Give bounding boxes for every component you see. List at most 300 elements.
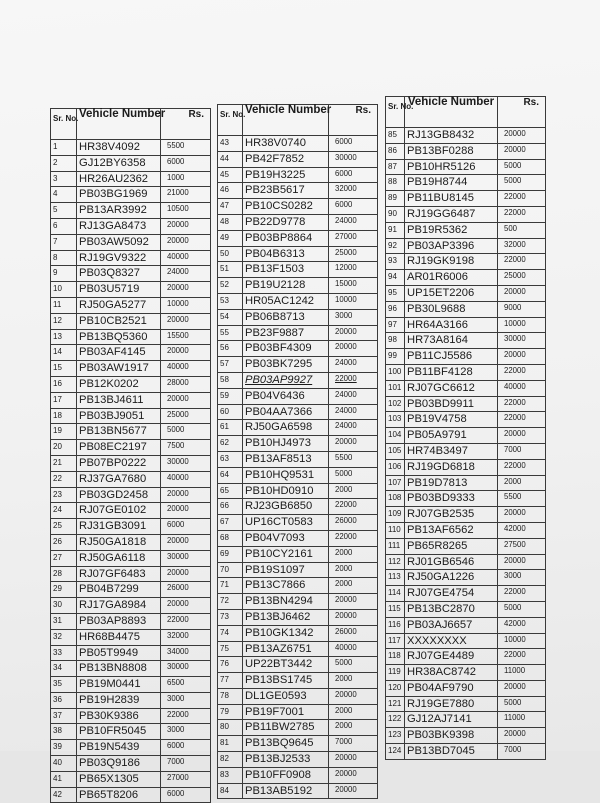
amount-cell: 11000 bbox=[498, 665, 546, 681]
amount-cell: 20000 bbox=[498, 554, 546, 570]
table-row bbox=[218, 341, 378, 357]
table-row bbox=[218, 625, 378, 641]
amount-cell: 5500 bbox=[161, 140, 211, 156]
sr-number-cell: 9 bbox=[51, 266, 77, 282]
vehicle-number-cell: PB07BP0222 bbox=[77, 455, 161, 471]
table-row bbox=[386, 459, 546, 475]
vehicle-number-cell: PB03AW5092 bbox=[77, 234, 161, 250]
amount-cell: 22000 bbox=[498, 459, 546, 475]
sr-number-cell: 74 bbox=[218, 625, 243, 641]
table-row bbox=[218, 752, 378, 768]
table-row bbox=[386, 554, 546, 570]
table-row bbox=[386, 317, 546, 333]
vehicle-number-cell: RJ19GK9198 bbox=[405, 254, 498, 270]
table-row bbox=[51, 787, 211, 803]
table-row bbox=[218, 151, 378, 167]
amount-cell: 15000 bbox=[329, 278, 378, 294]
vehicle-number-cell: PB03U5719 bbox=[77, 282, 161, 298]
sr-number-cell: 92 bbox=[386, 238, 405, 254]
amount-cell: 20000 bbox=[161, 345, 211, 361]
vehicle-number-cell: PB10FF0908 bbox=[243, 767, 329, 783]
table-row bbox=[51, 708, 211, 724]
sr-number-cell: 69 bbox=[218, 546, 243, 562]
table-row bbox=[51, 266, 211, 282]
sr-number-cell: 119 bbox=[386, 665, 405, 681]
amount-cell: 42000 bbox=[498, 522, 546, 538]
amount-cell: 20000 bbox=[498, 349, 546, 365]
vehicle-number-cell: AR01R6006 bbox=[405, 270, 498, 286]
table-row bbox=[51, 329, 211, 345]
vehicle-number-cell: HR64A3166 bbox=[405, 317, 498, 333]
sr-number-cell: 96 bbox=[386, 301, 405, 317]
vehicle-number-cell: PB10HR5126 bbox=[405, 159, 498, 175]
table-row bbox=[218, 515, 378, 531]
vehicle-number-cell: PB03AW1917 bbox=[77, 361, 161, 377]
table-row bbox=[51, 519, 211, 535]
vehicle-number-cell: UP16CT0583 bbox=[243, 515, 329, 531]
sr-number-cell: 94 bbox=[386, 270, 405, 286]
sr-number-cell: 54 bbox=[218, 309, 243, 325]
vehicle-number-cell: PB30L9688 bbox=[405, 301, 498, 317]
table-row bbox=[218, 546, 378, 562]
sr-number-cell: 105 bbox=[386, 443, 405, 459]
sr-number-cell: 120 bbox=[386, 680, 405, 696]
table-row bbox=[386, 333, 546, 349]
table-row bbox=[218, 530, 378, 546]
amount-cell: 20000 bbox=[161, 534, 211, 550]
amount-cell: 22000 bbox=[161, 708, 211, 724]
vehicle-number-cell: HR73A8164 bbox=[405, 333, 498, 349]
table-row bbox=[386, 238, 546, 254]
vehicle-number-cell: RJ50GA5277 bbox=[77, 297, 161, 313]
table-row bbox=[386, 285, 546, 301]
amount-cell: 2000 bbox=[329, 562, 378, 578]
table-row bbox=[386, 143, 546, 159]
vehicle-number-cell: PB23F9887 bbox=[243, 325, 329, 341]
amount-cell: 20000 bbox=[329, 609, 378, 625]
vehicle-number-cell: PB10FR5045 bbox=[77, 724, 161, 740]
rs-header: Rs. bbox=[161, 109, 211, 140]
amount-cell: 24000 bbox=[329, 388, 378, 404]
sr-number-cell: 121 bbox=[386, 696, 405, 712]
vehicle-number-cell: RJ07GB2535 bbox=[405, 507, 498, 523]
vehicle-number-cell: PB13BC2870 bbox=[405, 601, 498, 617]
amount-cell: 26000 bbox=[329, 515, 378, 531]
amount-cell: 20000 bbox=[161, 282, 211, 298]
vehicle-number-cell: RJ07GE4489 bbox=[405, 649, 498, 665]
vehicle-number-cell: HR38V0740 bbox=[243, 136, 329, 152]
sr-number-cell: 31 bbox=[51, 613, 77, 629]
table-row bbox=[386, 396, 546, 412]
sr-number-cell: 73 bbox=[218, 609, 243, 625]
sr-number-cell: 107 bbox=[386, 475, 405, 491]
amount-cell: 22000 bbox=[329, 499, 378, 515]
sr-no-header: Sr. No. bbox=[218, 105, 243, 136]
vehicle-number-cell: PB03BJ9051 bbox=[77, 408, 161, 424]
amount-cell: 30000 bbox=[161, 661, 211, 677]
table-row bbox=[51, 756, 211, 772]
amount-cell: 22000 bbox=[498, 206, 546, 222]
vehicle-number-cell: PB13AF6562 bbox=[405, 522, 498, 538]
vehicle-number-cell: PB05A9791 bbox=[405, 428, 498, 444]
amount-cell: 20000 bbox=[161, 487, 211, 503]
amount-cell: 40000 bbox=[161, 250, 211, 266]
amount-cell: 21000 bbox=[161, 187, 211, 203]
sr-number-cell: 48 bbox=[218, 214, 243, 230]
table-row bbox=[51, 313, 211, 329]
table-row bbox=[218, 688, 378, 704]
sr-number-cell: 98 bbox=[386, 333, 405, 349]
table-row bbox=[386, 507, 546, 523]
amount-cell: 6000 bbox=[161, 740, 211, 756]
sr-number-cell: 12 bbox=[51, 313, 77, 329]
sr-number-cell: 106 bbox=[386, 459, 405, 475]
sr-number-cell: 116 bbox=[386, 617, 405, 633]
vehicle-number-cell: HR05AC1242 bbox=[243, 293, 329, 309]
sr-number-cell: 100 bbox=[386, 364, 405, 380]
sr-number-cell: 27 bbox=[51, 550, 77, 566]
vehicle-number-cell: PB03BK7295 bbox=[243, 357, 329, 373]
table-row bbox=[386, 428, 546, 444]
vehicle-number-cell: PB11BF4128 bbox=[405, 364, 498, 380]
amount-cell: 6000 bbox=[329, 136, 378, 152]
table-row bbox=[51, 582, 211, 598]
table-body bbox=[51, 140, 211, 803]
sr-number-cell: 64 bbox=[218, 467, 243, 483]
table-row bbox=[51, 282, 211, 298]
amount-cell: 10000 bbox=[161, 297, 211, 313]
vehicle-number-cell: RJ19GG6487 bbox=[405, 206, 498, 222]
amount-cell: 24000 bbox=[329, 214, 378, 230]
amount-cell: 32000 bbox=[329, 183, 378, 199]
amount-cell: 5000 bbox=[498, 601, 546, 617]
table-row bbox=[51, 629, 211, 645]
vehicle-number-cell: PB03BD9911 bbox=[405, 396, 498, 412]
table-row bbox=[51, 297, 211, 313]
table-row bbox=[51, 345, 211, 361]
sr-number-cell: 44 bbox=[218, 151, 243, 167]
amount-cell: 27000 bbox=[329, 230, 378, 246]
table-row bbox=[218, 136, 378, 152]
amount-cell: 20000 bbox=[329, 325, 378, 341]
amount-cell: 2000 bbox=[329, 483, 378, 499]
amount-cell: 3000 bbox=[161, 724, 211, 740]
table-row bbox=[218, 246, 378, 262]
amount-cell: 10000 bbox=[498, 633, 546, 649]
vehicle-table-2 bbox=[217, 104, 378, 799]
vehicle-number-cell: PB08EC2197 bbox=[77, 440, 161, 456]
table-row bbox=[218, 578, 378, 594]
sr-number-cell: 72 bbox=[218, 594, 243, 610]
table-row bbox=[51, 613, 211, 629]
vehicle-number-cell: PB04AF9790 bbox=[405, 680, 498, 696]
sr-number-cell: 33 bbox=[51, 645, 77, 661]
sr-number-cell: 57 bbox=[218, 357, 243, 373]
table-row bbox=[51, 550, 211, 566]
sr-number-cell: 68 bbox=[218, 530, 243, 546]
vehicle-number-cell: HR38AC8742 bbox=[405, 665, 498, 681]
amount-cell: 22000 bbox=[498, 191, 546, 207]
sr-number-cell: 103 bbox=[386, 412, 405, 428]
amount-cell: 5000 bbox=[329, 657, 378, 673]
sr-number-cell: 88 bbox=[386, 175, 405, 191]
amount-cell: 24000 bbox=[161, 266, 211, 282]
amount-cell: 5000 bbox=[498, 175, 546, 191]
amount-cell: 40000 bbox=[161, 471, 211, 487]
vehicle-number-cell: RJ13GB8432 bbox=[405, 128, 498, 144]
table-row bbox=[51, 724, 211, 740]
sr-number-cell: 90 bbox=[386, 206, 405, 222]
amount-cell: 24000 bbox=[329, 357, 378, 373]
sr-number-cell: 14 bbox=[51, 345, 77, 361]
vehicle-number-cell: RJ23GB6850 bbox=[243, 499, 329, 515]
sr-number-cell: 56 bbox=[218, 341, 243, 357]
amount-cell: 5500 bbox=[498, 491, 546, 507]
sr-number-cell: 37 bbox=[51, 708, 77, 724]
sr-number-cell: 30 bbox=[51, 598, 77, 614]
vehicle-number-cell: PB65X1305 bbox=[77, 771, 161, 787]
vehicle-number-cell: PB13AB5192 bbox=[243, 783, 329, 799]
amount-cell: 500 bbox=[498, 222, 546, 238]
table-row bbox=[218, 167, 378, 183]
amount-cell: 12000 bbox=[329, 262, 378, 278]
sr-number-cell: 21 bbox=[51, 455, 77, 471]
sr-number-cell: 86 bbox=[386, 143, 405, 159]
table-row bbox=[51, 361, 211, 377]
table-row bbox=[386, 175, 546, 191]
vehicle-number-cell: RJ07GE0102 bbox=[77, 503, 161, 519]
sr-number-cell: 63 bbox=[218, 451, 243, 467]
table-row bbox=[218, 704, 378, 720]
amount-cell: 6500 bbox=[161, 677, 211, 693]
amount-cell: 22000 bbox=[498, 254, 546, 270]
table-row bbox=[386, 601, 546, 617]
sr-number-cell: 3 bbox=[51, 171, 77, 187]
sr-number-cell: 85 bbox=[386, 128, 405, 144]
amount-cell: 20000 bbox=[498, 285, 546, 301]
amount-cell: 28000 bbox=[161, 376, 211, 392]
amount-cell: 2000 bbox=[329, 673, 378, 689]
vehicle-number-cell: GJ12AJ7141 bbox=[405, 712, 498, 728]
sr-number-cell: 70 bbox=[218, 562, 243, 578]
vehicle-table-3 bbox=[385, 96, 546, 760]
sr-number-cell: 91 bbox=[386, 222, 405, 238]
amount-cell: 27000 bbox=[161, 771, 211, 787]
amount-cell: 22000 bbox=[498, 396, 546, 412]
table-row bbox=[218, 483, 378, 499]
table-row bbox=[51, 661, 211, 677]
sr-number-cell: 46 bbox=[218, 183, 243, 199]
sr-number-cell: 52 bbox=[218, 278, 243, 294]
vehicle-number-cell: PB03Q8327 bbox=[77, 266, 161, 282]
vehicle-number-cell: PB03AJ6657 bbox=[405, 617, 498, 633]
table-row bbox=[386, 159, 546, 175]
table-row bbox=[218, 562, 378, 578]
amount-cell: 20000 bbox=[161, 234, 211, 250]
sr-number-cell: 11 bbox=[51, 297, 77, 313]
vehicle-number-cell: PB11BW2785 bbox=[243, 720, 329, 736]
table-row bbox=[386, 191, 546, 207]
table-row bbox=[218, 767, 378, 783]
table-row bbox=[386, 254, 546, 270]
rs-header: Rs. bbox=[329, 105, 378, 136]
amount-cell: 20000 bbox=[161, 503, 211, 519]
vehicle-number-cell: RJ50GA1818 bbox=[77, 534, 161, 550]
amount-cell: 6000 bbox=[161, 155, 211, 171]
vehicle-number-cell: PB13BJ2533 bbox=[243, 752, 329, 768]
table-row bbox=[218, 420, 378, 436]
vehicle-number-cell: PB23B5617 bbox=[243, 183, 329, 199]
sr-number-cell: 29 bbox=[51, 582, 77, 598]
amount-cell: 2000 bbox=[329, 704, 378, 720]
amount-cell: 27500 bbox=[498, 538, 546, 554]
sr-no-header: Sr. No. bbox=[51, 109, 77, 140]
table-row bbox=[386, 475, 546, 491]
amount-cell: 22000 bbox=[498, 649, 546, 665]
vehicle-number-cell: RJ13GA8473 bbox=[77, 218, 161, 234]
vehicle-number-cell: PB65R8265 bbox=[405, 538, 498, 554]
sr-number-cell: 49 bbox=[218, 230, 243, 246]
table-row bbox=[51, 408, 211, 424]
vehicle-number-cell: PB10GK1342 bbox=[243, 625, 329, 641]
amount-cell: 30000 bbox=[498, 333, 546, 349]
vehicle-number-cell: PB19M0441 bbox=[77, 677, 161, 693]
vehicle-number-cell: PB13BQ9645 bbox=[243, 736, 329, 752]
vehicle-number-cell: RJ31GB3091 bbox=[77, 519, 161, 535]
sr-number-cell: 43 bbox=[218, 136, 243, 152]
table-row bbox=[51, 218, 211, 234]
table-row bbox=[386, 364, 546, 380]
amount-cell: 20000 bbox=[498, 507, 546, 523]
sr-number-cell: 32 bbox=[51, 629, 77, 645]
table-row bbox=[218, 641, 378, 657]
vehicle-number-cell: GJ12BY6358 bbox=[77, 155, 161, 171]
vehicle-number-cell: PB03AP3396 bbox=[405, 238, 498, 254]
sr-number-cell: 45 bbox=[218, 167, 243, 183]
table-row bbox=[218, 467, 378, 483]
vehicle-number-cell: PB65T8206 bbox=[77, 787, 161, 803]
sr-number-cell: 25 bbox=[51, 519, 77, 535]
sr-number-cell: 78 bbox=[218, 688, 243, 704]
table-row bbox=[51, 771, 211, 787]
sr-number-cell: 35 bbox=[51, 677, 77, 693]
sr-number-cell: 65 bbox=[218, 483, 243, 499]
table-row bbox=[218, 183, 378, 199]
vehicle-number-cell: PB03BF4309 bbox=[243, 341, 329, 357]
sr-number-cell: 8 bbox=[51, 250, 77, 266]
vehicle-number-cell: PB13BJ4611 bbox=[77, 392, 161, 408]
table-row bbox=[218, 736, 378, 752]
amount-cell: 11000 bbox=[498, 712, 546, 728]
table-row bbox=[218, 436, 378, 452]
amount-cell: 30000 bbox=[161, 455, 211, 471]
table-row bbox=[51, 692, 211, 708]
table-row bbox=[386, 586, 546, 602]
table-row bbox=[51, 534, 211, 550]
amount-cell: 25000 bbox=[498, 270, 546, 286]
amount-cell: 20000 bbox=[329, 783, 378, 799]
sr-number-cell: 93 bbox=[386, 254, 405, 270]
vehicle-number-cell: PB13BF0288 bbox=[405, 143, 498, 159]
sr-number-cell: 38 bbox=[51, 724, 77, 740]
sr-number-cell: 99 bbox=[386, 349, 405, 365]
amount-cell: 7000 bbox=[498, 744, 546, 760]
amount-cell: 2000 bbox=[329, 546, 378, 562]
table-row bbox=[51, 455, 211, 471]
amount-cell: 20000 bbox=[329, 688, 378, 704]
amount-cell: 1000 bbox=[161, 171, 211, 187]
sr-number-cell: 115 bbox=[386, 601, 405, 617]
table-row bbox=[218, 199, 378, 215]
table-row bbox=[51, 155, 211, 171]
amount-cell: 20000 bbox=[161, 566, 211, 582]
vehicle-number-header: Vehicle Number bbox=[243, 105, 329, 136]
amount-cell: 22000 bbox=[498, 586, 546, 602]
amount-cell: 20000 bbox=[498, 128, 546, 144]
vehicle-number-cell: PB04B6313 bbox=[243, 246, 329, 262]
vehicle-number-cell: PB13AZ6751 bbox=[243, 641, 329, 657]
amount-cell: 24000 bbox=[329, 420, 378, 436]
amount-cell: 20000 bbox=[329, 752, 378, 768]
vehicle-number-cell: PB11BU8145 bbox=[405, 191, 498, 207]
vehicle-number-cell: PB13F1503 bbox=[243, 262, 329, 278]
amount-cell: 20000 bbox=[498, 680, 546, 696]
amount-cell: 6000 bbox=[161, 787, 211, 803]
sr-number-cell: 55 bbox=[218, 325, 243, 341]
table-row bbox=[51, 392, 211, 408]
amount-cell: 20000 bbox=[498, 428, 546, 444]
amount-cell: 30000 bbox=[329, 151, 378, 167]
vehicle-number-cell: PB10CB2521 bbox=[77, 313, 161, 329]
vehicle-number-header: Vehicle Number bbox=[77, 109, 161, 140]
amount-cell: 6000 bbox=[329, 167, 378, 183]
table-row bbox=[386, 491, 546, 507]
sr-number-cell: 34 bbox=[51, 661, 77, 677]
amount-cell: 5000 bbox=[498, 696, 546, 712]
table-row bbox=[51, 234, 211, 250]
table-row bbox=[386, 570, 546, 586]
vehicle-number-cell: PB03BK9398 bbox=[405, 728, 498, 744]
vehicle-number-cell: UP15ET2206 bbox=[405, 285, 498, 301]
vehicle-number-cell: PB13BN4294 bbox=[243, 594, 329, 610]
amount-cell: 20000 bbox=[329, 767, 378, 783]
table-row bbox=[386, 443, 546, 459]
vehicle-number-cell: PB13BN5677 bbox=[77, 424, 161, 440]
vehicle-number-cell: PB04AA7366 bbox=[243, 404, 329, 420]
amount-cell: 42000 bbox=[498, 617, 546, 633]
vehicle-number-cell: RJ17GA8984 bbox=[77, 598, 161, 614]
amount-cell: 24000 bbox=[329, 404, 378, 420]
vehicle-number-cell: PB30K9386 bbox=[77, 708, 161, 724]
sr-number-cell: 40 bbox=[51, 756, 77, 772]
vehicle-number-cell: PB05T9949 bbox=[77, 645, 161, 661]
sr-number-cell: 95 bbox=[386, 285, 405, 301]
vehicle-number-cell: PB03AP8893 bbox=[77, 613, 161, 629]
sr-number-cell: 53 bbox=[218, 293, 243, 309]
table-row bbox=[386, 665, 546, 681]
sr-number-cell: 76 bbox=[218, 657, 243, 673]
table-row bbox=[51, 203, 211, 219]
vehicle-number-cell: PB19F7001 bbox=[243, 704, 329, 720]
table-row bbox=[386, 222, 546, 238]
amount-cell: 20000 bbox=[329, 594, 378, 610]
sr-number-cell: 89 bbox=[386, 191, 405, 207]
vehicle-number-cell: PB04V6436 bbox=[243, 388, 329, 404]
amount-cell: 7000 bbox=[329, 736, 378, 752]
vehicle-number-cell: PB10CY2161 bbox=[243, 546, 329, 562]
vehicle-number-cell: PB03AF4145 bbox=[77, 345, 161, 361]
vehicle-number-cell: PB19S1097 bbox=[243, 562, 329, 578]
